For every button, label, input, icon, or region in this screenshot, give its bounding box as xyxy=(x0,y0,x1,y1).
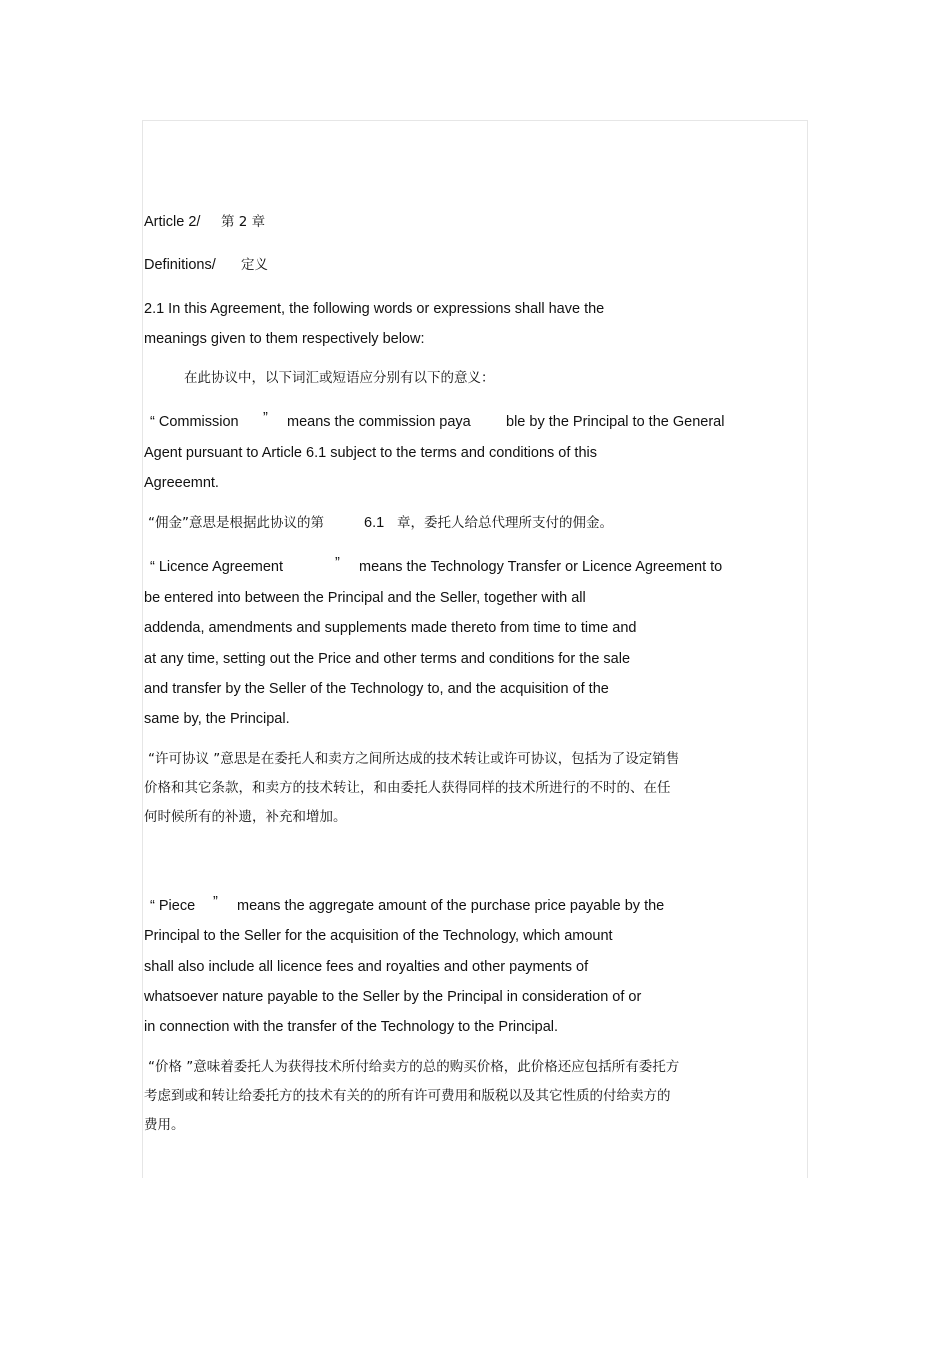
licence-zh-line: 价格和其它条款，和卖方的技术转让，和由委托人获得同样的技术所进行的不时的、在任 xyxy=(144,780,671,796)
piece-line: means the aggregate amount of the purchase price payable by the xyxy=(237,898,665,914)
licence-line: same by, the Principal. xyxy=(144,711,290,727)
licence-term: “ Licence Agreement xyxy=(150,559,283,575)
commission-zh-part-a: “佣金”意思是根据此协议的第 xyxy=(148,515,324,531)
licence-line: addenda, amendments and supplements made thereto from time to time and xyxy=(144,620,637,636)
licence-line: at any time, setting out the Price and other terms and conditions for the sale xyxy=(144,651,631,667)
commission-zh-part-b: 6.1 xyxy=(364,515,385,531)
piece-line: shall also include all licence fees and royalties and other payments of xyxy=(144,959,589,975)
definitions-heading-en: Definitions/ xyxy=(144,257,216,273)
commission-close-quote: ” xyxy=(263,410,268,426)
licence-line: and transfer by the Seller of the Technology to, and the acquisition of the xyxy=(144,681,609,697)
page-frame-right xyxy=(807,120,808,1178)
licence-zh-line: “许可协议 ”意思是在委托人和卖方之间所达成的技术转让或许可协议，包括为了设定销售 xyxy=(148,751,680,767)
article-heading-zh: 第 2 章 xyxy=(221,214,266,230)
piece-line: Principal to the Seller for the acquisition of the Technology, which amount xyxy=(144,928,613,944)
piece-line: whatsoever nature payable to the Seller by the Principal in consideration of or xyxy=(144,989,642,1005)
page-frame-top xyxy=(142,120,808,121)
clause-2-1-zh: 在此协议中，以下词汇或短语应分别有以下的意义： xyxy=(184,370,495,386)
commission-line: Agent pursuant to Article 6.1 subject to the terms and conditions of this xyxy=(144,445,597,461)
licence-close-quote: ” xyxy=(335,555,340,571)
piece-term: “ Piece xyxy=(150,898,196,914)
clause-2-1-line: 2.1 In this Agreement, the following words or expressions shall have the xyxy=(144,301,605,317)
piece-close-quote: ” xyxy=(213,894,218,910)
piece-zh-line: 费用。 xyxy=(144,1117,185,1133)
piece-zh-line: “价格 ”意味着委托人为获得技术所付给卖方的总的购买价格，此价格还应包括所有委托方 xyxy=(148,1059,680,1075)
commission-term: “ Commission xyxy=(150,414,239,430)
page-frame-left xyxy=(142,120,143,1178)
licence-line: be entered into between the Principal and the Seller, together with all xyxy=(144,590,586,606)
commission-line-part-b: ble by the Principal to the General xyxy=(506,414,725,430)
piece-zh-line: 考虑到或和转让给委托方的技术有关的的所有许可费用和版税以及其它性质的付给卖方的 xyxy=(144,1088,671,1104)
commission-zh-part-c: 章，委托人给总代理所支付的佣金。 xyxy=(397,515,613,531)
licence-zh-line: 何时候所有的补遗，补充和增加。 xyxy=(144,809,347,825)
article-heading-en: Article 2/ xyxy=(144,214,201,230)
clause-2-1-line: meanings given to them respectively below: xyxy=(144,331,425,347)
commission-line-part-a: means the commission paya xyxy=(287,414,471,430)
commission-line: Agreeemnt. xyxy=(144,475,219,491)
licence-line: means the Technology Transfer or Licence Agreement to xyxy=(359,559,723,575)
definitions-heading-zh: 定义 xyxy=(241,257,268,273)
piece-line: in connection with the transfer of the Technology to the Principal. xyxy=(144,1019,559,1035)
